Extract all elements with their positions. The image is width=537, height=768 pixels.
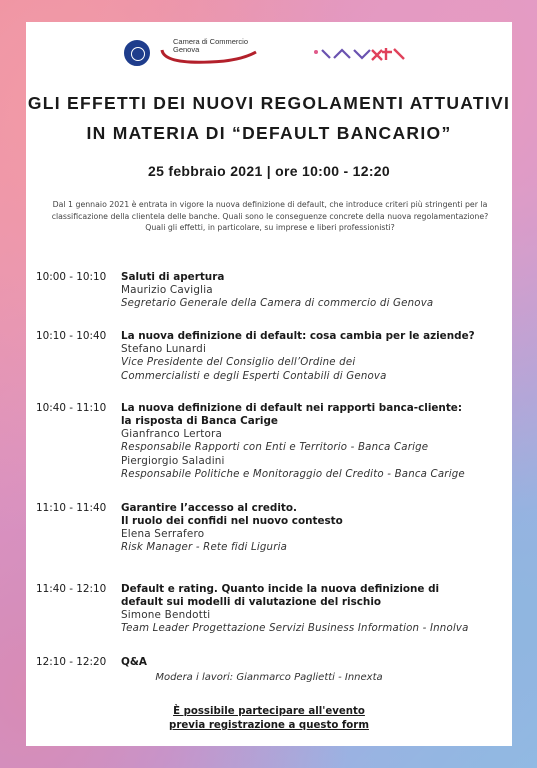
- registration-line1[interactable]: È possibile partecipare all'evento: [173, 706, 365, 717]
- speaker-role: Responsabile Politiche e Monitoraggio del Credito - Banca Carige: [121, 468, 465, 480]
- logo-bar: [26, 36, 512, 76]
- program-title: La nuova definizione di default: cosa cambia per le aziende?: [121, 330, 475, 342]
- program-title: Saluti di apertura: [121, 271, 225, 283]
- program-title: Default e rating. Quanto incide la nuova definizione di: [121, 583, 440, 595]
- speaker-name: Gianfranco Lertora: [121, 428, 223, 440]
- speaker-name: Simone Bendotti: [121, 609, 211, 621]
- chamber-swoosh-icon: [160, 46, 260, 66]
- registration-link[interactable]: [26, 705, 512, 733]
- innexta-logo: [312, 44, 408, 64]
- program-time: 10:10 - 10:40: [36, 330, 107, 342]
- speaker-role: Commercialisti e degli Esperti Contabili di Genova: [121, 370, 387, 382]
- program-title: la risposta di Banca Carige: [121, 415, 278, 427]
- program-title: Q&A: [121, 656, 147, 668]
- speaker-name: Maurizio Caviglia: [121, 284, 213, 296]
- chamber-name-line2: Genova: [173, 45, 200, 54]
- speaker-name: Piergiorgio Saladini: [121, 454, 225, 467]
- speaker-role: Segretario Generale della Camera di commercio di Genova: [121, 298, 434, 309]
- event-title: [26, 88, 512, 148]
- registration-line2[interactable]: previa registrazione a questo form: [169, 720, 369, 731]
- chamber-seal-logo: [124, 40, 150, 66]
- speaker-name: Elena Serrafero: [121, 528, 205, 540]
- chamber-name-line1: Camera di Commercio: [173, 37, 249, 46]
- event-title-line2: IN MATERIA DI “DEFAULT BANCARIO”: [86, 123, 452, 143]
- program-time: 11:40 - 12:10: [36, 583, 107, 595]
- speaker-role: Vice Presidente del Consiglio dell’Ordine dei: [121, 357, 356, 368]
- event-title-line1: GLI EFFETTI DEI NUOVI REGOLAMENTI ATTUATIVI: [27, 93, 511, 113]
- intro-text: Dal 1 gennaio 2021 è entrata in vigore la nuova definizione di default, che introduce criteri più stringenti per la classificazione della clientela delle banche. Quali sono le conseguenze concrete della nuova regolamentazione? Quali gli effetti, in particolare, su imprese e liberi professionisti?: [51, 200, 489, 232]
- program-title: Il ruolo dei confidi nel nuovo contesto: [121, 515, 343, 527]
- program-title: La nuova definizione di default nei rapporti banca-cliente:: [121, 402, 462, 414]
- speaker-role: Team Leader Progettazione Servizi Business Information - Innolva: [121, 623, 469, 634]
- flyer-page: [26, 22, 512, 746]
- speaker-role: Risk Manager - Rete fidi Liguria: [121, 542, 288, 553]
- program-time: 10:00 - 10:10: [36, 271, 107, 283]
- event-date: 25 febbraio 2021 | ore 10:00 - 12:20: [148, 163, 390, 179]
- program-time: 10:40 - 11:10: [36, 402, 107, 414]
- program-title: default sui modelli di valutazione del rischio: [121, 596, 382, 608]
- program-time: 12:10 - 12:20: [36, 656, 107, 668]
- program-time: 11:10 - 11:40: [36, 502, 107, 514]
- moderator-text: Modera i lavori: Gianmarco Paglietti - Innexta: [155, 672, 383, 683]
- speaker-role: Responsabile Rapporti con Enti e Territorio - Banca Carige: [121, 442, 429, 453]
- speaker-name: Stefano Lunardi: [121, 343, 207, 355]
- program-title: Garantire l’accesso al credito.: [121, 502, 297, 514]
